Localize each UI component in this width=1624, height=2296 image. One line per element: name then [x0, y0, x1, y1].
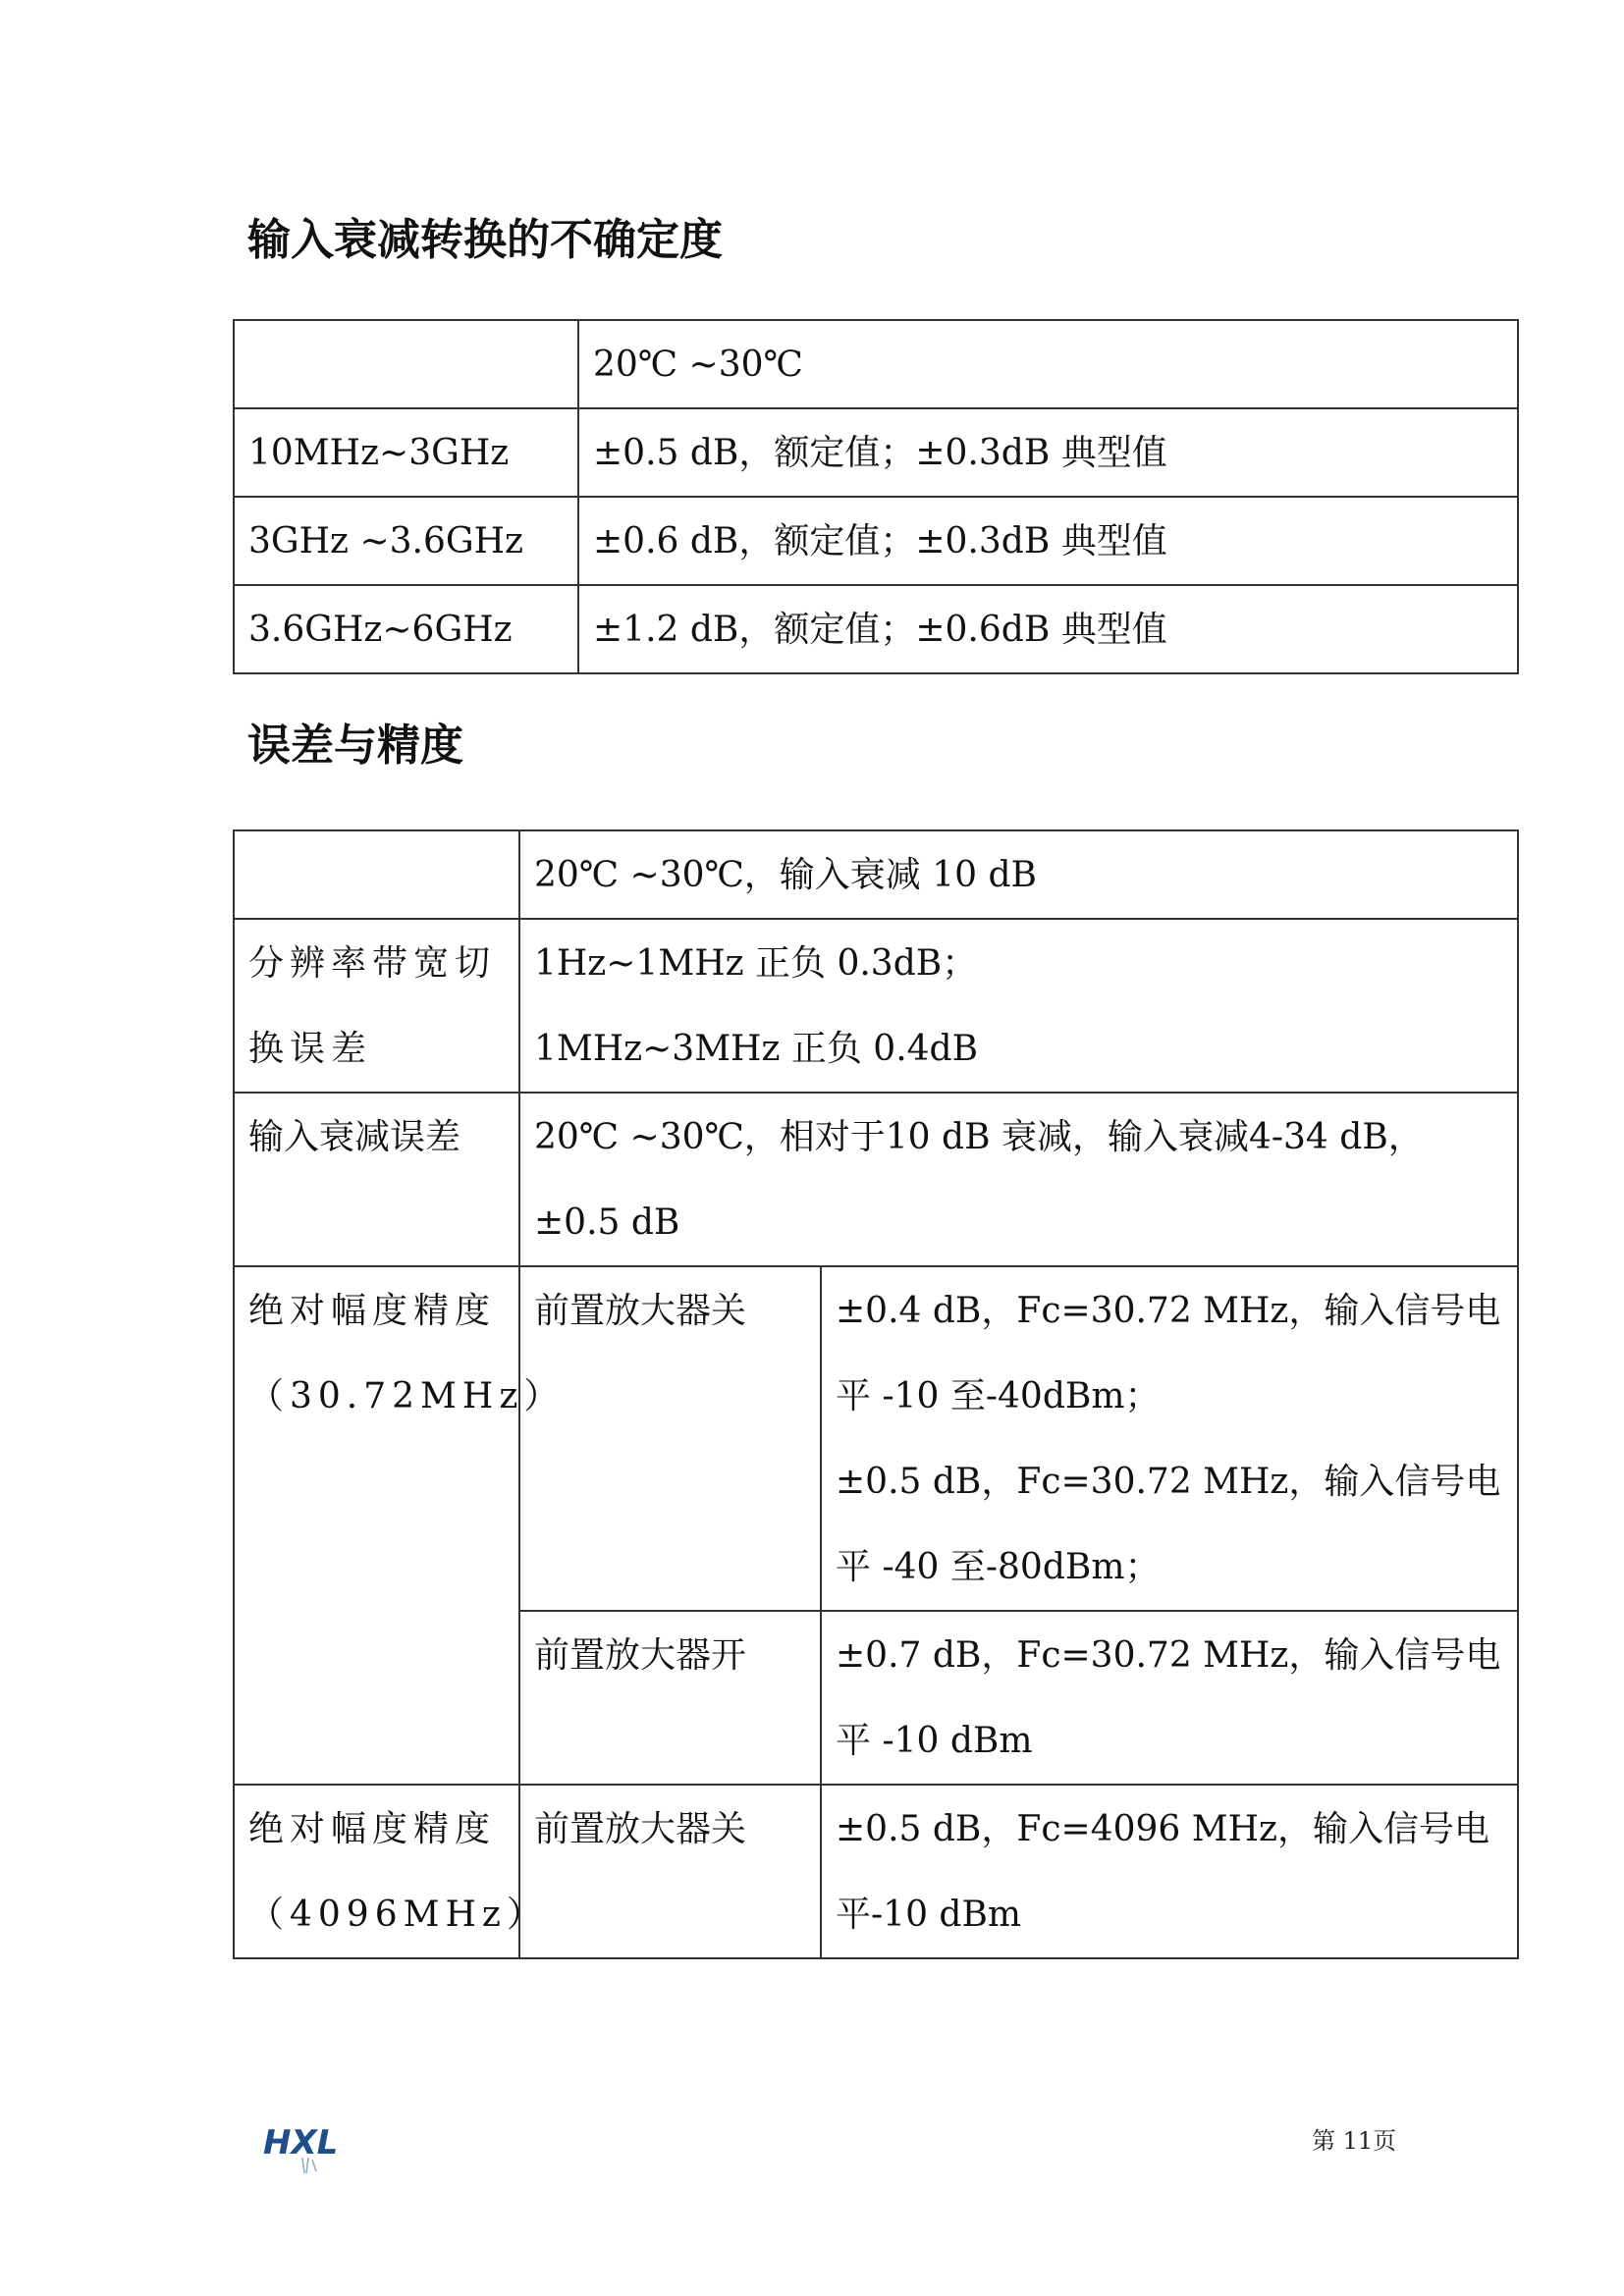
table-cell: 3GHz ~3.6GHz	[234, 497, 578, 585]
table-cell: 20℃ ~30℃	[578, 320, 1518, 408]
table-cell: ±0.5 dB，额定值；±0.3dB 典型值	[578, 408, 1518, 497]
abs-accuracy-30-on-value-cell: ±0.7 dB，Fc=30.72 MHz，输入信号电平 -10 dBm	[821, 1611, 1518, 1785]
rbw-line: 1MHz~3MHz 正负 0.4dB	[534, 1029, 979, 1069]
abs-accuracy-30-label-cell: 绝对幅度精度（30.72MHz）	[234, 1266, 519, 1785]
table-cell: 3.6GHz~6GHz	[234, 585, 578, 673]
table-cell: 10MHz~3GHz	[234, 408, 578, 497]
rbw-value-cell	[519, 919, 1518, 1093]
accuracy-table	[233, 829, 1519, 1959]
section-title-attenuation: 输入衰减转换的不确定度	[247, 215, 723, 265]
value-line: ±0.5 dB，Fc=30.72 MHz，输入信号电平 -40 至-80dBm；	[836, 1462, 1501, 1587]
table-row	[234, 919, 1518, 1093]
attenuation-uncertainty-table	[233, 319, 1519, 674]
table-row	[234, 408, 1518, 497]
table-cell: ±1.2 dB，额定值；±0.6dB 典型值	[578, 585, 1518, 673]
section-title-accuracy: 误差与精度	[247, 721, 463, 771]
atten-error-label-cell: 输入衰减误差	[234, 1093, 519, 1266]
page-number: 第 11页	[1312, 2127, 1397, 2155]
rbw-label-cell: 分辨率带宽切换误差	[234, 919, 519, 1093]
preamp-on-cell: 前置放大器开	[519, 1611, 821, 1785]
table-row	[234, 320, 1518, 408]
table-row	[234, 1266, 1518, 1611]
table-row	[234, 497, 1518, 585]
preamp-off-cell: 前置放大器关	[519, 1785, 821, 1958]
table-cell	[234, 830, 519, 919]
atten-error-value-cell: 20℃ ~30℃，相对于10 dB 衰减，输入衰减4-34 dB，±0.5 dB	[519, 1093, 1518, 1266]
rbw-line: 1Hz~1MHz 正负 0.3dB；	[534, 943, 978, 984]
table-row	[234, 1785, 1518, 1958]
table-cell: 20℃ ~30℃，输入衰减 10 dB	[519, 830, 1518, 919]
hxl-logo	[261, 2120, 367, 2179]
abs-accuracy-4096-label-cell: 绝对幅度精度（4096MHz）	[234, 1785, 519, 1958]
table-cell: ±0.6 dB，额定值；±0.3dB 典型值	[578, 497, 1518, 585]
table-row	[234, 830, 1518, 919]
value-line: ±0.4 dB，Fc=30.72 MHz，输入信号电平 -10 至-40dBm；	[836, 1291, 1501, 1416]
table-cell	[234, 320, 578, 408]
preamp-off-cell: 前置放大器关	[519, 1266, 821, 1611]
abs-accuracy-4096-value-cell: ±0.5 dB，Fc=4096 MHz，输入信号电平-10 dBm	[821, 1785, 1518, 1958]
logo-text: HXL	[263, 2123, 339, 2163]
table-row	[234, 585, 1518, 673]
table-row	[234, 1093, 1518, 1266]
abs-accuracy-30-off-value-cell	[821, 1266, 1518, 1611]
